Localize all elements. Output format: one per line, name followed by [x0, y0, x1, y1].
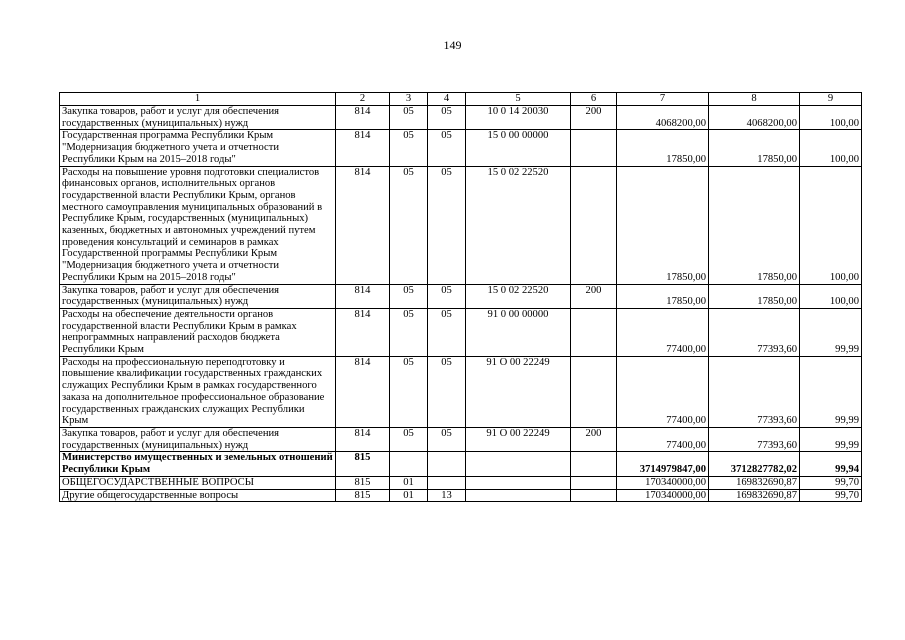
- actual-amount-cell: 3712827782,02: [709, 452, 800, 476]
- header-cell: 7: [617, 93, 709, 106]
- expense-type-cell: [571, 130, 617, 166]
- percent-cell: 100,00: [800, 284, 862, 308]
- grbs-code-cell: 814: [336, 427, 390, 451]
- section-code-cell: 05: [390, 166, 428, 284]
- grbs-code-cell: 815: [336, 489, 390, 502]
- expense-type-cell: [571, 166, 617, 284]
- grbs-code-cell: 814: [336, 284, 390, 308]
- expense-type-cell: [571, 489, 617, 502]
- header-cell: 6: [571, 93, 617, 106]
- budget-table: [59, 92, 862, 502]
- planned-amount-cell: 77400,00: [617, 356, 709, 427]
- header-cell: 4: [428, 93, 466, 106]
- actual-amount-cell: 169832690,87: [709, 489, 800, 502]
- target-article-cell: 10 0 14 20030: [466, 106, 571, 130]
- target-article-cell: 15 0 02 22520: [466, 284, 571, 308]
- header-cell: 1: [60, 93, 336, 106]
- actual-amount-cell: 17850,00: [709, 166, 800, 284]
- expense-type-cell: [571, 356, 617, 427]
- grbs-code-cell: 815: [336, 452, 390, 476]
- table-row: [60, 452, 862, 476]
- header-cell: 5: [466, 93, 571, 106]
- actual-amount-cell: 77393,60: [709, 427, 800, 451]
- section-code-cell: 05: [390, 427, 428, 451]
- row-name-cell: Расходы на обеспечение деятельности органов государственной власти Республики Крым в рамках непрограммных направлений расходов бюджета Республики Крым: [60, 308, 336, 356]
- percent-cell: 100,00: [800, 166, 862, 284]
- row-name-cell: Государственная программа Республики Крым "Модернизация бюджетного учета и отчетности Республики Крым на 2015–2018 годы": [60, 130, 336, 166]
- target-article-cell: 91 0 00 00000: [466, 308, 571, 356]
- actual-amount-cell: 77393,60: [709, 356, 800, 427]
- section-code-cell: 05: [390, 356, 428, 427]
- grbs-code-cell: 814: [336, 166, 390, 284]
- section-code-cell: 05: [390, 130, 428, 166]
- planned-amount-cell: 17850,00: [617, 166, 709, 284]
- grbs-code-cell: 815: [336, 476, 390, 489]
- page-number: 149: [443, 38, 462, 52]
- subsection-code-cell: [428, 476, 466, 489]
- planned-amount-cell: 77400,00: [617, 308, 709, 356]
- actual-amount-cell: 4068200,00: [709, 106, 800, 130]
- planned-amount-cell: 17850,00: [617, 284, 709, 308]
- subsection-code-cell: 05: [428, 166, 466, 284]
- row-name-cell: Министерство имущественных и земельных отношений Республики Крым: [60, 452, 336, 476]
- section-code-cell: 05: [390, 308, 428, 356]
- percent-cell: 99,99: [800, 427, 862, 451]
- percent-cell: 99,99: [800, 356, 862, 427]
- subsection-code-cell: 13: [428, 489, 466, 502]
- target-article-cell: 15 0 02 22520: [466, 166, 571, 284]
- target-article-cell: 91 О 00 22249: [466, 356, 571, 427]
- table-row: [60, 427, 862, 451]
- row-name-cell: Закупка товаров, работ и услуг для обеспечения государственных (муниципальных) нужд: [60, 427, 336, 451]
- subsection-code-cell: [428, 452, 466, 476]
- row-name-cell: Расходы на профессиональную переподготовку и повышение квалификации государственных гражданских служащих Республики Крым в рамках государственного заказа на дополнительное профессиональное образование государственных гражданских служащих Республики Крым: [60, 356, 336, 427]
- subsection-code-cell: 05: [428, 284, 466, 308]
- expense-type-cell: [571, 476, 617, 489]
- row-name-cell: Закупка товаров, работ и услуг для обеспечения государственных (муниципальных) нужд: [60, 284, 336, 308]
- table-header-row: [60, 93, 862, 106]
- subsection-code-cell: 05: [428, 130, 466, 166]
- table-row: [60, 130, 862, 166]
- actual-amount-cell: 169832690,87: [709, 476, 800, 489]
- header-cell: 9: [800, 93, 862, 106]
- percent-cell: 100,00: [800, 106, 862, 130]
- planned-amount-cell: 77400,00: [617, 427, 709, 451]
- row-name-cell: Расходы на повышение уровня подготовки специалистов финансовых органов, исполнительных органов государственной власти Республики Крым, органов местного самоуправления муниципальных образований в Республике Крым, государственных (муниципальных) казенных, бюджетных и автономных учреждений путем проведения консультаций и семинаров в рамках Государственной программы Республики Крым "Модернизация бюджетного учета и отчетности Республики Крым на 2015–2018 годы": [60, 166, 336, 284]
- percent-cell: 99,70: [800, 476, 862, 489]
- target-article-cell: 15 0 00 00000: [466, 130, 571, 166]
- expense-type-cell: 200: [571, 106, 617, 130]
- actual-amount-cell: 17850,00: [709, 130, 800, 166]
- target-article-cell: 91 О 00 22249: [466, 427, 571, 451]
- grbs-code-cell: 814: [336, 106, 390, 130]
- planned-amount-cell: 170340000,00: [617, 476, 709, 489]
- section-code-cell: [390, 452, 428, 476]
- target-article-cell: [466, 452, 571, 476]
- target-article-cell: [466, 489, 571, 502]
- grbs-code-cell: 814: [336, 356, 390, 427]
- grbs-code-cell: 814: [336, 308, 390, 356]
- section-code-cell: 05: [390, 106, 428, 130]
- table-row: [60, 308, 862, 356]
- table-row: [60, 166, 862, 284]
- table-row: [60, 284, 862, 308]
- percent-cell: 99,99: [800, 308, 862, 356]
- subsection-code-cell: 05: [428, 308, 466, 356]
- actual-amount-cell: 17850,00: [709, 284, 800, 308]
- table-row: [60, 489, 862, 502]
- planned-amount-cell: 170340000,00: [617, 489, 709, 502]
- table-row: [60, 476, 862, 489]
- table-row: [60, 106, 862, 130]
- subsection-code-cell: 05: [428, 106, 466, 130]
- table-row: [60, 356, 862, 427]
- target-article-cell: [466, 476, 571, 489]
- section-code-cell: 01: [390, 489, 428, 502]
- section-code-cell: 05: [390, 284, 428, 308]
- expense-type-cell: 200: [571, 427, 617, 451]
- expense-type-cell: 200: [571, 284, 617, 308]
- subsection-code-cell: 05: [428, 356, 466, 427]
- header-cell: 2: [336, 93, 390, 106]
- header-cell: 3: [390, 93, 428, 106]
- percent-cell: 99,94: [800, 452, 862, 476]
- row-name-cell: Закупка товаров, работ и услуг для обеспечения государственных (муниципальных) нужд: [60, 106, 336, 130]
- planned-amount-cell: 17850,00: [617, 130, 709, 166]
- row-name-cell: ОБЩЕГОСУДАРСТВЕННЫЕ ВОПРОСЫ: [60, 476, 336, 489]
- expense-type-cell: [571, 308, 617, 356]
- planned-amount-cell: 3714979847,00: [617, 452, 709, 476]
- actual-amount-cell: 77393,60: [709, 308, 800, 356]
- grbs-code-cell: 814: [336, 130, 390, 166]
- planned-amount-cell: 4068200,00: [617, 106, 709, 130]
- expense-type-cell: [571, 452, 617, 476]
- row-name-cell: Другие общегосударственные вопросы: [60, 489, 336, 502]
- header-cell: 8: [709, 93, 800, 106]
- section-code-cell: 01: [390, 476, 428, 489]
- subsection-code-cell: 05: [428, 427, 466, 451]
- percent-cell: 100,00: [800, 130, 862, 166]
- percent-cell: 99,70: [800, 489, 862, 502]
